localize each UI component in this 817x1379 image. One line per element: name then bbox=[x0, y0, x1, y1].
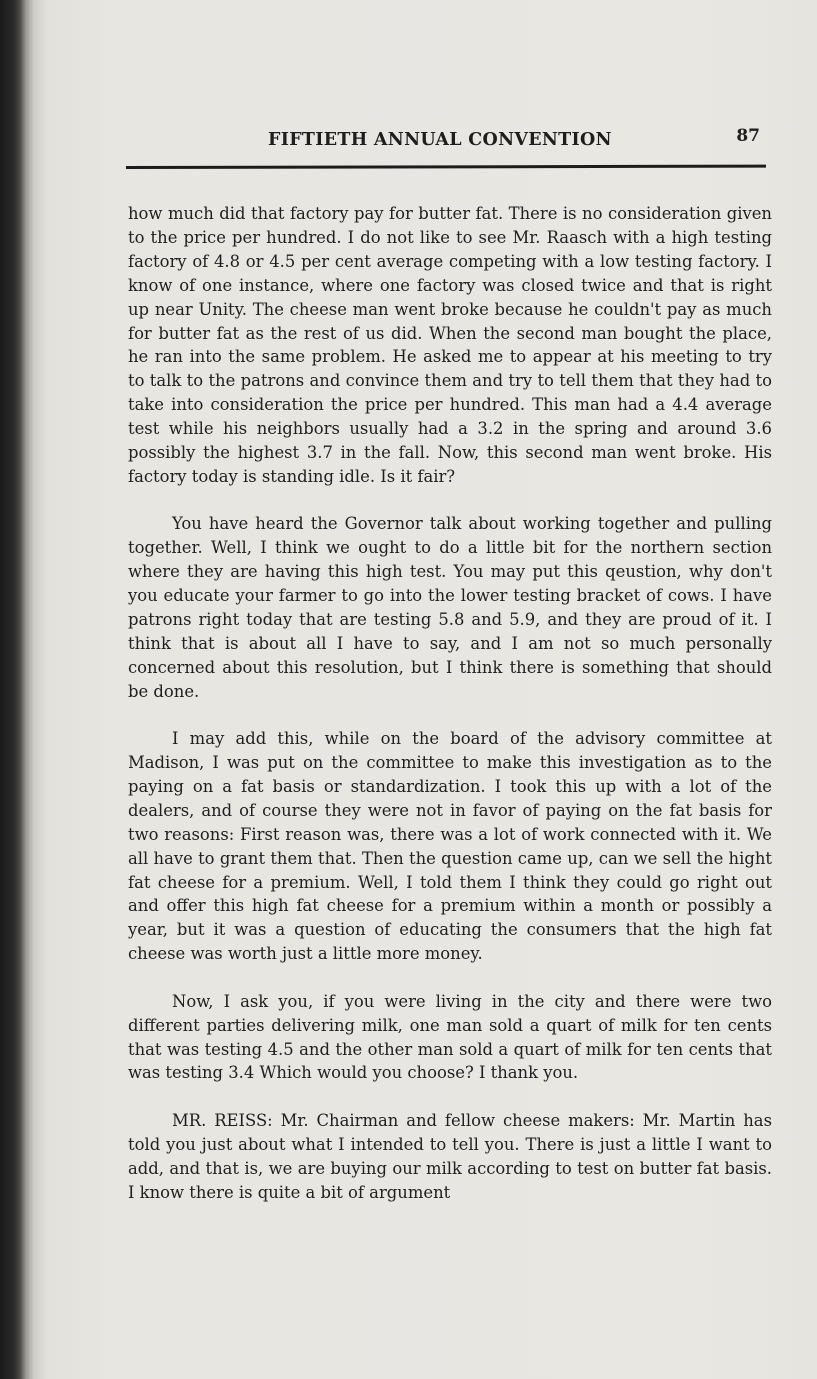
body-text bbox=[128, 202, 772, 1228]
page-header bbox=[126, 126, 762, 156]
paragraph-3: I may add this, while on the board of the advisory committee at Madison, I was put on the committee to make this investigation as to the paying on a fat basis or standardization. I took this up with a lot of the dealers, and of course they were not in favor of paying on the fat basis for two reasons: First reason was, there was a lot of work connected with it. We all have to grant them that. Then the question came up, can we sell the hight fat cheese for a premium. Well, I told them I think they could go right out and offer this high fat cheese for a premium within a month or possibly a year, but it was a question of educating the consumers that the high fat cheese was worth just a little more money. bbox=[128, 729, 772, 964]
paragraph-2: You have heard the Governor talk about working together and pulling together. Well, I think we ought to do a little bit for the northern section where they are having this high test. You may put this qeustion, why don't you educate your farmer to go into the lower testing bracket of cows. I have patrons right today that are testing 5.8 and 5.9, and they are proud of it. I think that is about all I have to say, and I am not so much personally concerned about this resolution, but I think there is something that should be done. bbox=[128, 514, 772, 701]
paragraph-1: how much did that factory pay for butter fat. There is no consideration given to the price per hundred. I do not like to see Mr. Raasch with a high testing factory of 4.8 or 4.5 per cent average competing with a low testing factory. I know of one instance, where one factory was closed twice and that is right up near Unity. The cheese man went broke because he couldn't pay as much for butter fat as the rest of us did. When the second man bought the place, he ran into the same problem. He asked me to appear at his meeting to try to talk to the patrons and convince them and try to tell them that they had to take into consideration the price per hundred. This man had a 4.4 average test while his neighbors usually had a 3.2 in the spring and around 3.6 possibly the highest 3.7 in the fall. Now, this second man went broke. His factory today is standing idle. Is it fair? bbox=[128, 204, 772, 486]
header-rule bbox=[126, 165, 766, 169]
paragraph-4: Now, I ask you, if you were living in the city and there were two different parties delivering milk, one man sold a quart of milk for ten cents that was testing 4.5 and the other man sold a quart of milk for ten cents that was testing 3.4 Which would you choose? I thank you. bbox=[128, 991, 772, 1083]
running-title: FIFTIETH ANNUAL CONVENTION bbox=[268, 130, 612, 150]
paragraph-5: MR. REISS: Mr. Chairman and fellow cheese makers: Mr. Martin has told you just about what I intended to tell you. There is just a little I want to add, and that is, we are buying our milk according to test on butter fat basis. I know there is quite a bit of argument bbox=[128, 1110, 772, 1202]
page-number: 87 bbox=[736, 126, 760, 146]
